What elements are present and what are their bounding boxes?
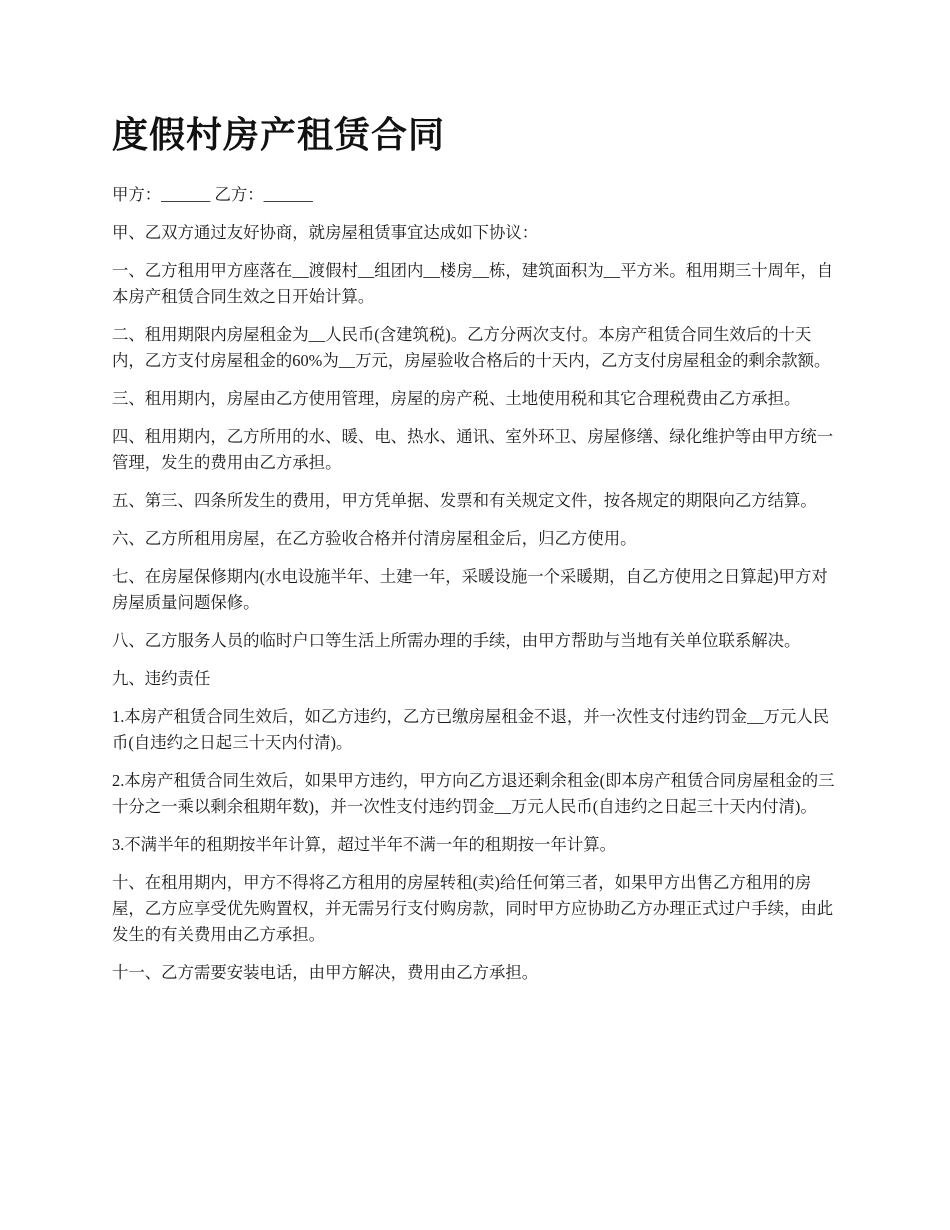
clause-6: 六、乙方所租用房屋，在乙方验收合格并付清房屋租金后，归乙方使用。 xyxy=(112,529,637,548)
clause-7: 七、在房屋保修期内(水电设施半年、土建一年，采暖设施一个采暖期，自乙方使用之日算起)甲方对房屋质量问题保修。 xyxy=(112,567,828,612)
clause-4: 四、租用期内，乙方所用的水、暖、电、热水、通讯、室外环卫、房屋修缮、绿化维护等由甲方统一管理，发生的费用由乙方承担。 xyxy=(112,427,834,472)
clause-9-item-2: 2.本房产租赁合同生效后，如果甲方违约，甲方向乙方退还剩余租金(即本房产租赁合同房屋租金的三十分之一乘以剩余租期年数)，并一次性支付违约罚金__万元人民币(自违约之日起三十天内付清)。 xyxy=(112,771,835,816)
clause-9-heading: 九、违约责任 xyxy=(112,669,211,688)
clause-5: 五、第三、四条所发生的费用，甲方凭单据、发票和有关规定文件，按各规定的期限向乙方结算。 xyxy=(112,491,817,510)
document-body xyxy=(112,112,840,998)
intro-paragraph: 甲、乙双方通过友好协商，就房屋租赁事宜达成如下协议： xyxy=(112,223,539,242)
clause-11: 十一、乙方需要安装电话，由甲方解决，费用由乙方承担。 xyxy=(112,963,539,982)
clause-2: 二、租用期限内房屋租金为__人民币(含建筑税)。乙方分两次支付。本房产租赁合同生效后的十天内，乙方支付房屋租金的60%为__万元，房屋验收合格后的十天内，乙方支付房屋租金的剩余款额。 xyxy=(112,325,831,370)
clause-9-item-1: 1.本房产租赁合同生效后，如乙方违约，乙方已缴房屋租金不退，并一次性支付违约罚金__万元人民币(自违约之日起三十天内付清)。 xyxy=(112,707,830,752)
document-title: 度假村房产租赁合同 xyxy=(112,115,446,156)
clause-1: 一、乙方租用甲方座落在__渡假村__组团内__楼房__栋，建筑面积为__平方米。租用期三十周年，自本房产租赁合同生效之日开始计算。 xyxy=(112,261,834,306)
clause-8: 八、乙方服务人员的临时户口等生活上所需办理的手续，由甲方帮助与当地有关单位联系解决。 xyxy=(112,631,801,650)
clause-10: 十、在租用期内，甲方不得将乙方租用的房屋转租(卖)给任何第三者，如果甲方出售乙方租用的房屋，乙方应享受优先购置权，并无需另行支付购房款，同时甲方应协助乙方办理正式过户手续，由此发生的有关费用由乙方承担。 xyxy=(112,873,834,944)
clause-9-item-3: 3.不满半年的租期按半年计算，超过半年不满一年的租期按一年计算。 xyxy=(112,835,617,854)
clause-3: 三、租用期内，房屋由乙方使用管理，房屋的房产税、土地使用税和其它合理税费由乙方承担。 xyxy=(112,389,801,408)
parties-line: 甲方：______ 乙方：______ xyxy=(112,185,313,204)
